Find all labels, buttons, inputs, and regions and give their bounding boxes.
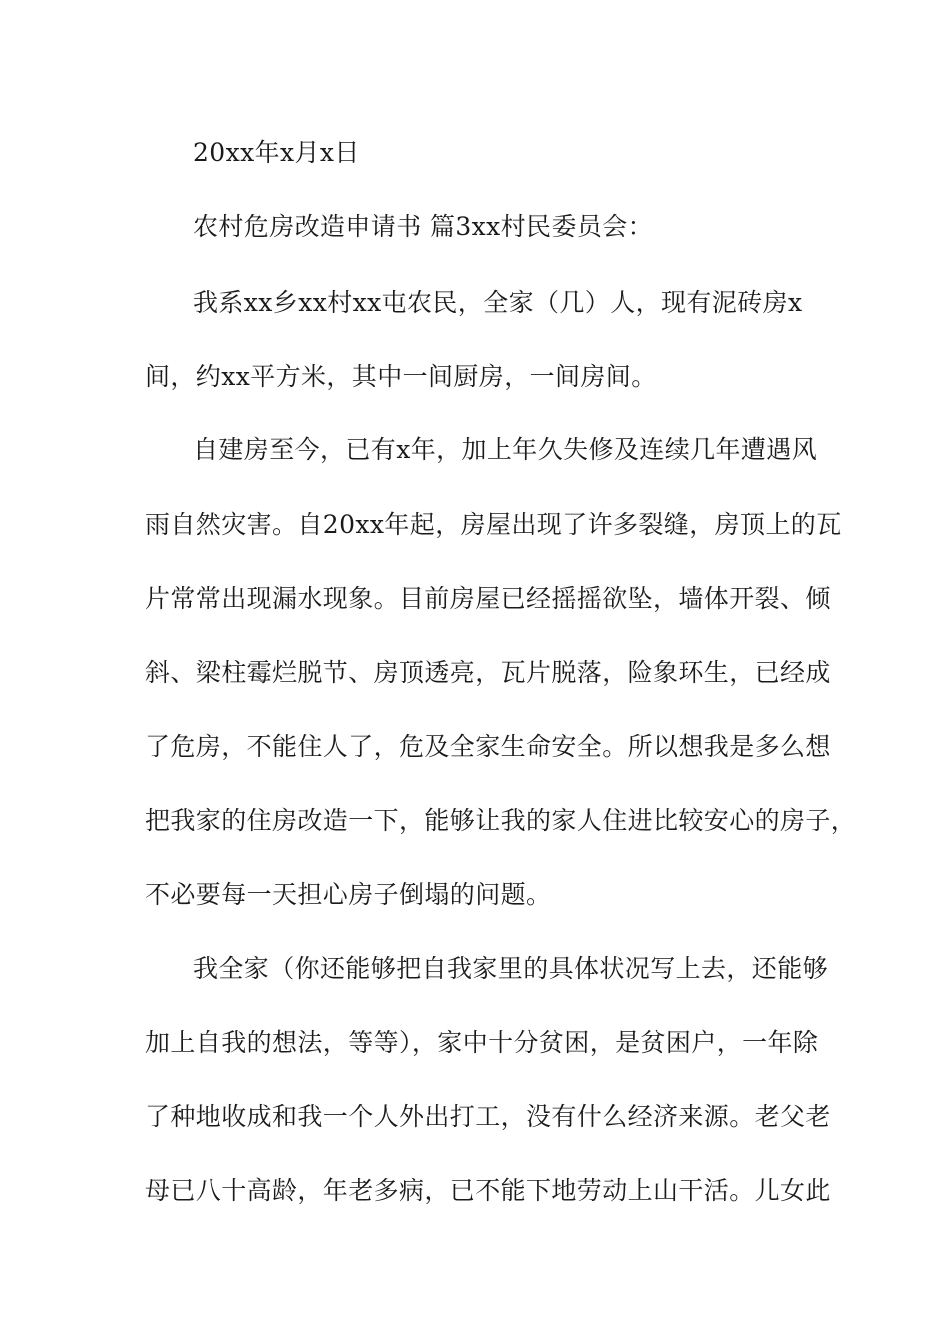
paragraph-2-line-6: 把我家的住房改造一下，能够让我的家人住进比较安心的房子， xyxy=(145,806,857,835)
date-line: 20xx年x月x日 xyxy=(193,138,360,167)
paragraph-2-line-1: 自建房至今，已有x年，加上年久失修及连续几年遭遇风 xyxy=(193,435,818,464)
paragraph-3-line-1: 我全家（你还能够把自我家里的具体状况写上去，还能够 xyxy=(193,954,829,983)
paragraph-2-line-2: 雨自然灾害。自20xx年起，房屋出现了许多裂缝，房顶上的瓦 xyxy=(145,510,842,539)
letter-heading: 农村危房改造申请书 篇3xx村民委员会： xyxy=(193,212,654,241)
paragraph-2-line-7: 不必要每一天担心房子倒塌的问题。 xyxy=(145,880,552,909)
paragraph-3-line-2: 加上自我的想法，等等），家中十分贫困，是贫困户，一年除 xyxy=(145,1028,819,1057)
paragraph-2-line-5: 了危房，不能住人了，危及全家生命安全。所以想我是多么想 xyxy=(145,732,831,761)
paragraph-2-line-3: 片常常出现漏水现象。目前房屋已经摇摇欲坠，墙体开裂、倾 xyxy=(145,584,831,613)
paragraph-3-line-3: 了种地收成和我一个人外出打工，没有什么经济来源。老父老 xyxy=(145,1102,831,1131)
paragraph-1-line-2: 间，约xx平方米，其中一间厨房，一间房间。 xyxy=(145,362,657,391)
paragraph-2-line-4: 斜、梁柱霉烂脱节、房顶透亮，瓦片脱落，险象环生，已经成 xyxy=(145,658,831,687)
paragraph-3-line-4: 母已八十高龄，年老多病，已不能下地劳动上山干活。儿女此 xyxy=(145,1176,831,1205)
paragraph-1-line-1: 我系xx乡xx村xx屯农民，全家（几）人，现有泥砖房x xyxy=(193,288,803,317)
